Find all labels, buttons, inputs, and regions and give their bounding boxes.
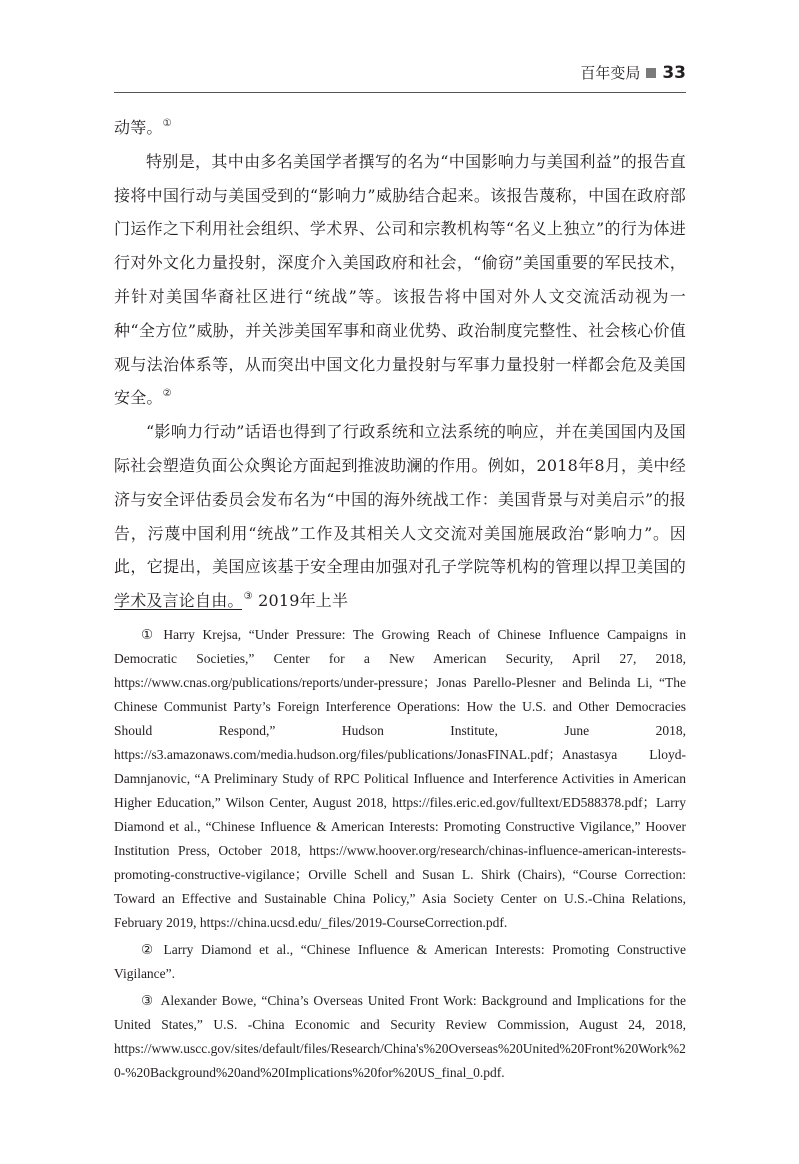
footnote-rule [114,609,242,610]
footnotes [114,623,686,1088]
paragraph-continued: 动等。① [114,118,172,137]
section-title: 百年变局 [580,64,641,82]
paragraph: “影响力行动”话语也得到了行政系统和立法系统的响应，并在美国国内及国际社会塑造负面公众舆论方面起到推波助澜的作用。例如，2018年8月，美中经济与安全评估委员会发布名为“中国的海外统战工作：美国背景与对美启示”的报告，污蔑中国利用“统战”工作及其相关人文交流对美国施展政治“影响力”。因此，它提出，美国应该基于安全理由加强对孔子学院等机构的管理以捍卫美国的学术及言论自由。③ 2019年上半 [114,422,686,611]
footnote-ref-3[interactable]: ③ [243,591,253,603]
footnote-marker: ③ [141,993,155,1008]
page-number: 33 [662,63,686,83]
footnote-text: Harry Krejsa, “Under Pressure: The Growing Reach of Chinese Influence Campaigns in Democratic Societies,” Center for a New American Security, April 27, 2018, https://www.cnas.org/publications/reports/under-pressure；Jonas Parello-Plesner and Belinda Li, “The Chinese Communist Party’s Foreign Interference Operations: How the U.S. and Other Democracies Should Respond,” Hudson Institute, June 2018, https://s3.amazonaws.com/media.hudson.org/files/publications/JonasFINAL.pdf；Anastasya Lloyd-Damnjanovic, “A Preliminary Study of RPC Political Influence and Interference Activities in American Higher Education,” Wilson Center, August 2018, https://files.eric.ed.gov/fulltext/ED588378.pdf；Larry Diamond et al., “Chinese Influence & American Interests: Promoting Constructive Vigilance,” Hoover Institution Press, October 2018, https://www.hoover.org/research/chinas-influence-american-interests-promoting-constructive-vigilance；Orville Schell and Susan L. Shirk (Chairs), “Course Correction: Toward an Effective and Sustainable China Policy,” Asia Society Center on U.S.-China Relations, February 2019, https://china.ucsd.edu/_files/2019-CourseCorrection.pdf. [114,627,686,930]
footnote-3 [114,989,686,1085]
footnote-ref-1[interactable]: ① [162,118,172,129]
footnote-marker: ① [141,627,158,642]
footnote-2 [114,938,686,986]
footnote-text: Alexander Bowe, “China’s Overseas United Front Work: Background and Implications for the United States,” U.S. -China Economic and Security Review Commission, August 24, 2018, https://www.uscc.gov/sites/default/files/Research/China's%20Overseas%20United%20Front%20Work%20-%20Background%20and%20Implications%20for%20US_final_0.pdf. [114,993,687,1080]
footnote-1 [114,623,686,935]
footnote-marker: ② [141,942,158,957]
header-rule [114,92,686,93]
footnote-text: Larry Diamond et al., “Chinese Influence & American Interests: Promoting Constructive Vigilance”. [114,942,686,981]
footnote-ref-2[interactable]: ② [162,388,172,400]
body-text [114,111,686,618]
separator-square-icon [646,68,656,78]
running-header [114,62,686,84]
paragraph: 特别是，其中由多名美国学者撰写的名为“中国影响力与美国利益”的报告直接将中国行动与美国受到的“影响力”威胁结合起来。该报告蔑称，中国在政府部门运作之下利用社会组织、学术界、公司和宗教机构等“名义上独立”的行为体进行对外文化力量投射，深度介入美国政府和社会，“偷窃”美国重要的军民技术，并针对美国华裔社区进行“统战”等。该报告将中国对外人文交流活动视为一种“全方位”威胁，并关涉美国军事和商业优势、政治制度完整性、社会核心价值观与法治体系等，从而突出中国文化力量投射与军事力量投射一样都会危及美国安全。② [114,151,686,408]
